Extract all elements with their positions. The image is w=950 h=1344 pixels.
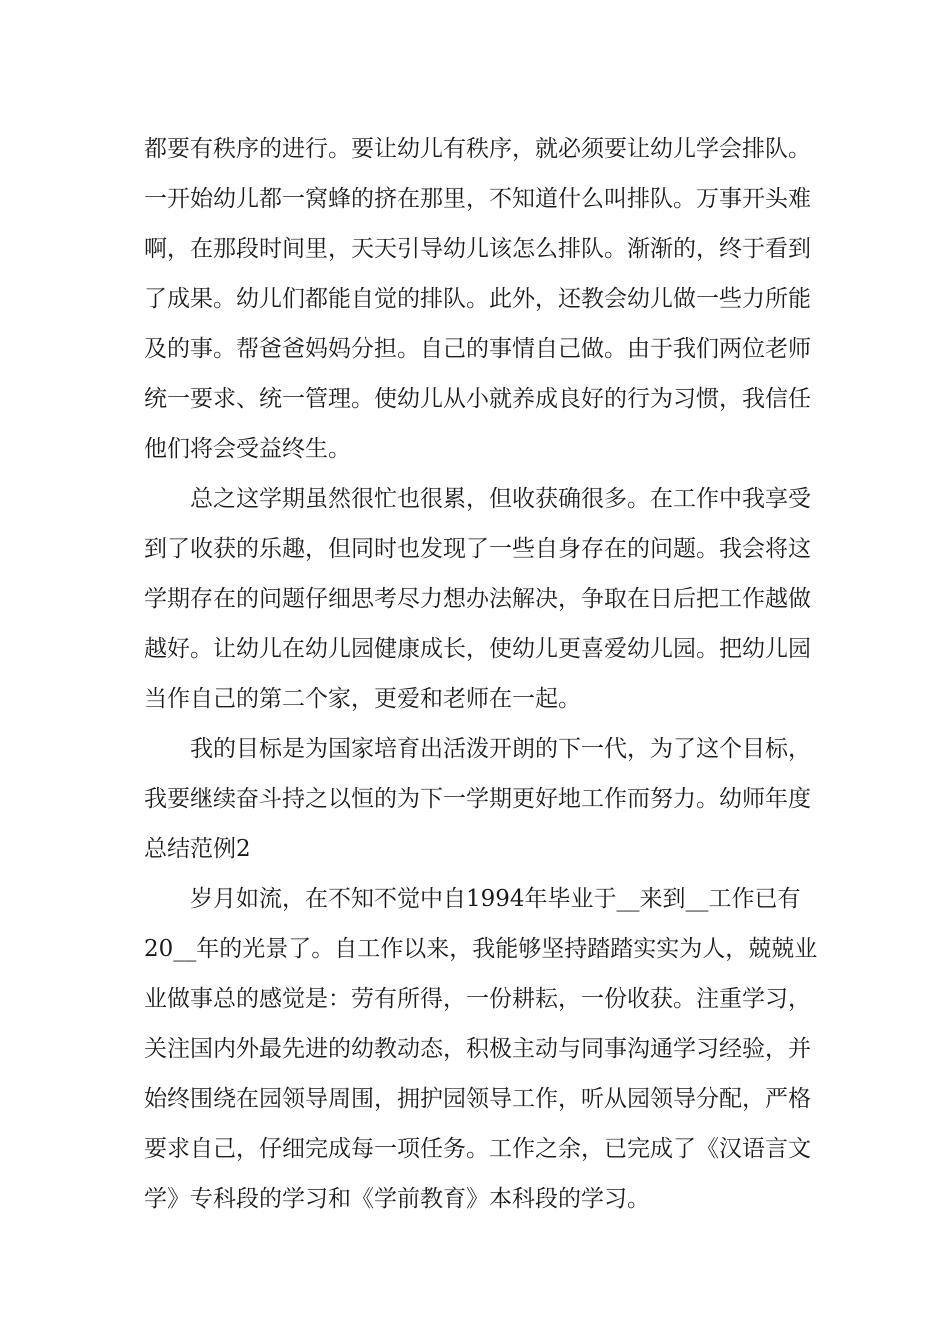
text-line-10: 学期存在的问题仔细思考尽力想办法解决，争取在日后把工作越做 — [144, 586, 811, 612]
text-line-2: 一开始幼儿都一窝蜂的挤在那里，不知道什么叫排队。万事开头难 — [144, 186, 811, 212]
text-line-14: 我要继续奋斗持之以恒的为下一学期更好地工作而努力。幼师年度 — [144, 786, 811, 812]
text-line-19: 关注国内外最先进的幼教动态，积极主动与同事沟通学习经验，并 — [144, 1036, 811, 1062]
text-line-12: 当作自己的第二个家，更爱和老师在一起。 — [144, 686, 581, 712]
body-text — [144, 124, 818, 1224]
text-line-17: 20__年的光景了。自工作以来，我能够坚持踏踏实实为人，兢兢业 — [144, 936, 818, 962]
text-line-21: 要求自己，仔细完成每一项任务。工作之余，已完成了《汉语言文 — [144, 1136, 811, 1162]
text-line-22: 学》专科段的学习和《学前教育》本科段的学习。 — [144, 1186, 650, 1212]
text-line-6: 统一要求、统一管理。使幼儿从小就养成良好的行为习惯，我信任 — [144, 386, 811, 412]
text-line-1: 都要有秩序的进行。要让幼儿有秩序，就必须要让幼儿学会排队。 — [144, 136, 811, 162]
text-line-11: 越好。让幼儿在幼儿园健康成长，使幼儿更喜爱幼儿园。把幼儿园 — [144, 636, 811, 662]
text-line-16: 岁月如流，在不知不觉中自1994年毕业于__来到__工作已有 — [144, 886, 801, 912]
text-line-3: 啊，在那段时间里，天天引导幼儿该怎么排队。渐渐的，终于看到 — [144, 236, 811, 262]
text-line-8: 总之这学期虽然很忙也很累，但收获确很多。在工作中我享受 — [144, 486, 811, 512]
text-line-18: 业做事总的感觉是：劳有所得，一份耕耘，一份收获。注重学习， — [144, 986, 811, 1012]
text-line-9: 到了收获的乐趣，但同时也发现了一些自身存在的问题。我会将这 — [144, 536, 811, 562]
text-line-4: 了成果。幼儿们都能自觉的排队。此外，还教会幼儿做一些力所能 — [144, 286, 811, 312]
text-line-13: 我的目标是为国家培育出活泼开朗的下一代，为了这个目标， — [144, 736, 811, 762]
text-line-20: 始终围绕在园领导周围，拥护园领导工作，听从园领导分配，严格 — [144, 1086, 811, 1112]
text-line-7: 他们将会受益终生。 — [144, 436, 351, 462]
text-line-5: 及的事。帮爸爸妈妈分担。自己的事情自己做。由于我们两位老师 — [144, 336, 811, 362]
text-line-15: 总结范例2 — [144, 836, 251, 862]
